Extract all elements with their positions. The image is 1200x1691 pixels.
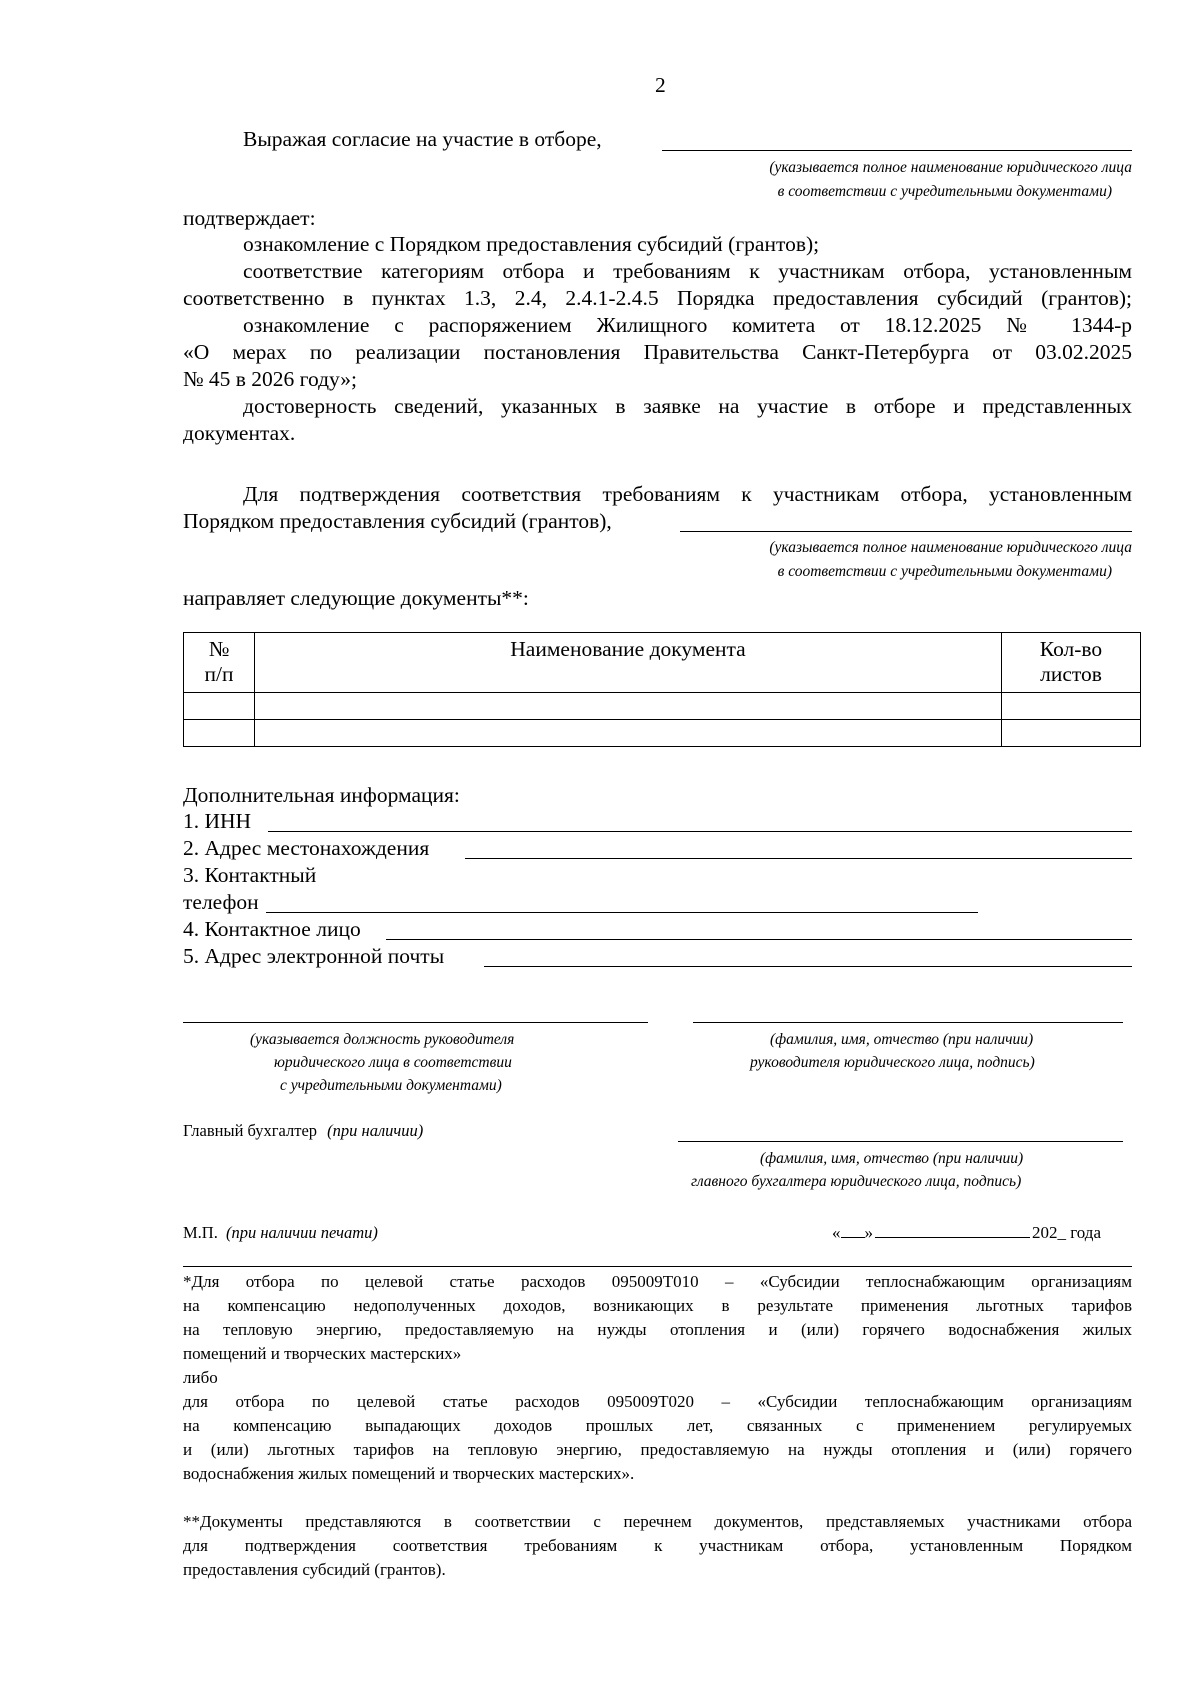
header-count-line-1: Кол-во [1039, 637, 1103, 661]
contact-person-label: 4. Контактное лицо [183, 917, 361, 941]
consent-lead: Выражая согласие на участие в отборе, [243, 127, 602, 151]
head-signature-line[interactable] [693, 1022, 1123, 1023]
header-count-line-2: листов [1040, 662, 1102, 686]
consent-item-4-line-1: достоверность сведений, указанных в заявке на участие в отборе и представленных [243, 394, 1132, 418]
date-field[interactable] [832, 1222, 1101, 1244]
table-cell[interactable] [255, 720, 1002, 747]
confirms-label: подтверждает: [183, 206, 316, 230]
header-number-line-2: п/п [204, 662, 234, 686]
chief-accountant-note: (при наличии) [327, 1121, 424, 1140]
address-field-line[interactable] [465, 858, 1132, 859]
consent-item-2-line-2: соответственно в пунктах 1.3, 2.4, 2.4.1-2.4.5 Порядка предоставления субсидий (грантов); [183, 286, 1132, 310]
table-cell[interactable] [1002, 720, 1141, 747]
footnote-1-line-4: помещений и творческих мастерских» [183, 1344, 462, 1363]
date-day-blank[interactable] [841, 1237, 865, 1238]
footnote-1-line-2: на компенсацию недополученных доходов, возникающих в результате применения льготных тарифов [183, 1296, 1132, 1315]
footnote-3-line-3: предоставления субсидий (грантов). [183, 1560, 446, 1579]
accountant-signature-line[interactable] [678, 1141, 1123, 1142]
contact-person-field-line[interactable] [386, 939, 1132, 940]
org-name-hint-1: (указывается полное наименование юридического лица [769, 159, 1132, 176]
phone-label-line-1: 3. Контактный [183, 863, 317, 887]
footnote-1-line-1: *Для отбора по целевой статье расходов 095009Т010 – «Субсидии теплоснабжающим организациям [183, 1272, 1132, 1291]
footnote-2-line-4: водоснабжения жилых помещений и творческих мастерских». [183, 1464, 635, 1483]
table-row [184, 720, 1141, 747]
accountant-name-hint-1: (фамилия, имя, отчество (при наличии) [760, 1150, 1024, 1167]
date-month-blank[interactable] [875, 1237, 1030, 1238]
head-position-hint-3: с учредительными документами) [280, 1077, 502, 1094]
footnote-3-line-2: для подтверждения соответствия требованиям к участникам отбора, установленным Порядком [183, 1536, 1132, 1555]
table-cell[interactable] [184, 693, 255, 720]
header-number-line-1: № [208, 637, 230, 661]
chief-accountant-label [183, 1120, 423, 1142]
table-row [184, 693, 1141, 720]
footnote-2-line-1: для отбора по целевой статье расходов 095009Т020 – «Субсидии теплоснабжающим организациям [183, 1392, 1132, 1411]
org-name-line-1[interactable] [662, 150, 1132, 151]
footnote-2-line-3: и (или) льготных тарифов на тепловую энергию, предоставляемую на нужды отопления и (или) горячего [183, 1440, 1132, 1459]
seal-note: (при наличии печати) [225, 1223, 378, 1242]
head-name-hint-1: (фамилия, имя, отчество (при наличии) [770, 1031, 1034, 1048]
page-number: 2 [655, 73, 666, 97]
head-position-hint-1: (указывается должность руководителя [250, 1031, 515, 1048]
table-header-row [184, 633, 1141, 693]
consent-item-3-line-1: ознакомление с распоряжением Жилищного комитета от 18.12.2025 № 1344-р [243, 313, 1132, 337]
footnote-separator [183, 1266, 1132, 1267]
header-cell-document-name: Наименование документа [255, 633, 1002, 693]
inn-field-line[interactable] [268, 831, 1132, 832]
consent-item-4-line-2: документах. [183, 421, 296, 445]
documents-sends-label: направляет следующие документы**: [183, 586, 529, 610]
consent-item-1: ознакомление с Порядком предоставления субсидий (грантов); [243, 232, 820, 256]
org-name-hint-3: (указывается полное наименование юридического лица [769, 539, 1132, 556]
head-position-hint-2: юридического лица в соответствии [274, 1054, 512, 1071]
head-name-hint-2: руководителя юридического лица, подпись) [750, 1054, 1035, 1071]
documents-lead-line-2: Порядком предоставления субсидий (грантов), [183, 509, 612, 533]
table-cell[interactable] [255, 693, 1002, 720]
consent-item-3-line-3: № 45 в 2026 году»; [183, 367, 358, 391]
chief-accountant-title: Главный бухгалтер [183, 1121, 318, 1140]
footnote-or: либо [183, 1368, 218, 1387]
org-name-hint-2: в соответствии с учредительными документами) [777, 183, 1112, 200]
documents-table [183, 632, 1141, 747]
table-cell[interactable] [184, 720, 255, 747]
footnote-1-line-3: на тепловую энергию, предоставляемую на нужды отопления и (или) горячего водоснабжения жилых [183, 1320, 1132, 1339]
header-cell-sheet-count [1002, 633, 1141, 693]
email-label: 5. Адрес электронной почты [183, 944, 445, 968]
footnote-3-line-1: **Документы представляются в соответствии с перечнем документов, представляемых участниками отбора [183, 1512, 1132, 1531]
header-cell-number [184, 633, 255, 693]
date-year: 202_ года [1032, 1223, 1102, 1242]
inn-label: 1. ИНН [183, 809, 252, 833]
accountant-name-hint-2: главного бухгалтера юридического лица, подпись) [691, 1173, 1022, 1190]
phone-label-line-2: телефон [183, 890, 259, 914]
seal-title: М.П. [183, 1223, 218, 1242]
date-close-quote: » [864, 1223, 873, 1242]
consent-item-2-line-1: соответствие категориям отбора и требованиям к участникам отбора, установленным [243, 259, 1132, 283]
address-label: 2. Адрес местонахождения [183, 836, 430, 860]
phone-field-line[interactable] [266, 912, 978, 913]
additional-info-title: Дополнительная информация: [183, 783, 460, 807]
org-name-hint-4: в соответствии с учредительными документами) [777, 563, 1112, 580]
email-field-line[interactable] [484, 966, 1132, 967]
seal-label [183, 1222, 378, 1244]
date-open-quote: « [832, 1223, 841, 1242]
table-cell[interactable] [1002, 693, 1141, 720]
documents-lead-line-1: Для подтверждения соответствия требованиям к участникам отбора, установленным [243, 482, 1132, 506]
footnote-2-line-2: на компенсацию выпадающих доходов прошлых лет, связанных с применением регулируемых [183, 1416, 1132, 1435]
head-position-line[interactable] [183, 1022, 648, 1023]
org-name-line-2[interactable] [680, 531, 1132, 532]
consent-item-3-line-2: «О мерах по реализации постановления Правительства Санкт-Петербурга от 03.02.2025 [183, 340, 1132, 364]
